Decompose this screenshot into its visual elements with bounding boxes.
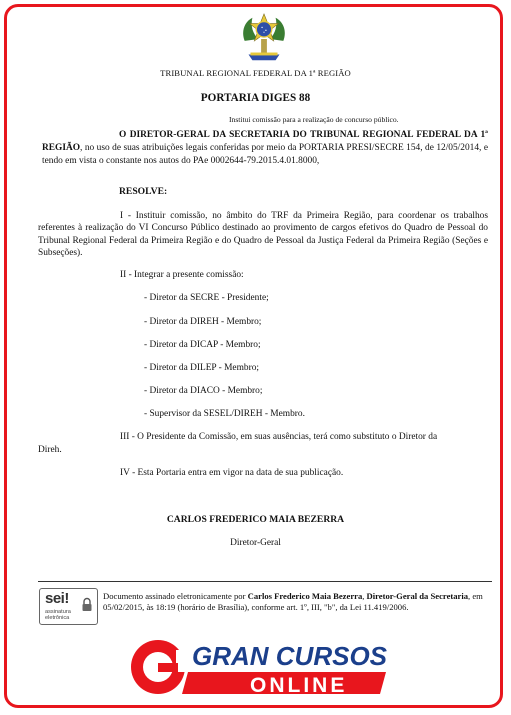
sei-caption-line: assinatura: [45, 609, 71, 615]
electronic-signature-note: [103, 591, 493, 613]
member-item: - Diretor da SECRE - Presidente;: [144, 293, 269, 303]
sei-badge: [39, 588, 98, 625]
signatory-role: Diretor-Geral: [230, 538, 281, 548]
logo-line1: GRAN CURSOS: [192, 641, 388, 671]
intro-paragraph: [42, 129, 488, 168]
signote-role: Diretor-Geral da Secretaria: [366, 591, 469, 601]
item-iii-line1: III - O Presidente da Comissão, em suas ausências, terá como substituto o Diretor da: [120, 432, 438, 442]
member-item: - Diretor da DILEP - Membro;: [144, 363, 259, 373]
signote-text: Documento assinado eletronicamente por: [103, 591, 248, 601]
signote-text: ,: [362, 591, 367, 601]
resolve-heading: RESOLVE:: [119, 186, 168, 197]
coat-of-arms-icon: [235, 10, 293, 68]
member-item: - Diretor da DIREH - Membro;: [144, 317, 262, 327]
member-item: - Diretor da DICAP - Membro;: [144, 340, 261, 350]
signote-text: , em 05/02/2015, às 18:19 (horário de Brasília), conforme art. 1º, III, "b", da Lei 11.419/2006.: [103, 591, 483, 612]
member-item: - Diretor da DIACO - Membro;: [144, 386, 263, 396]
document-subject: Institui comissão para a realização de concurso público.: [229, 115, 399, 124]
lock-icon: [81, 597, 93, 612]
item-ii: II - Integrar a presente comissão:: [120, 270, 244, 280]
organization-name: TRIBUNAL REGIONAL FEDERAL DA 1ª REGIÃO: [160, 68, 351, 78]
item-i-paragraph: I - Instituir comissão, no âmbito do TRF da Primeira Região, para coordenar os trabalhos referentes à realização do VI Concurso Público destinado ao provimento de cargos efetivos do Quadro de Pessoal do Tribunal Regional Federal da Primeira Região e do Quadro de Pessoal da Justiça Federal da Primeira Região (Seções e Subseções).: [38, 211, 488, 259]
sei-badge-caption: [45, 609, 71, 621]
member-item: - Supervisor da SESEL/DIREH - Membro.: [144, 409, 305, 419]
gran-cursos-online-logo: [128, 636, 390, 700]
sei-caption-line: eletrônica: [45, 615, 70, 621]
sei-logo: sei!: [45, 590, 69, 607]
intro-rest: , no uso de suas atribuições legais conferidas por meio da PORTARIA PRESI/SECRE 154, de 12/05/2014, e tendo em vista o constante nos autos do PAe 0002644-79.2015.4.01.8000,: [42, 143, 488, 166]
item-iii-line2: Direh.: [38, 445, 62, 455]
item-iv: IV - Esta Portaria entra em vigor na data de sua publicação.: [120, 468, 344, 478]
intro-bold: O DIRETOR-GERAL DA SECRETARIA DO TRIBUNAL REGIONAL FEDERAL DA 1ª REGIÃO: [42, 130, 488, 153]
signatory-name: CARLOS FREDERICO MAIA BEZERRA: [166, 514, 345, 525]
divider: [38, 581, 492, 582]
logo-line2: ONLINE: [250, 674, 348, 697]
document-title: PORTARIA DIGES 88: [200, 92, 311, 104]
signote-signer: Carlos Frederico Maia Bezerra: [247, 591, 363, 601]
